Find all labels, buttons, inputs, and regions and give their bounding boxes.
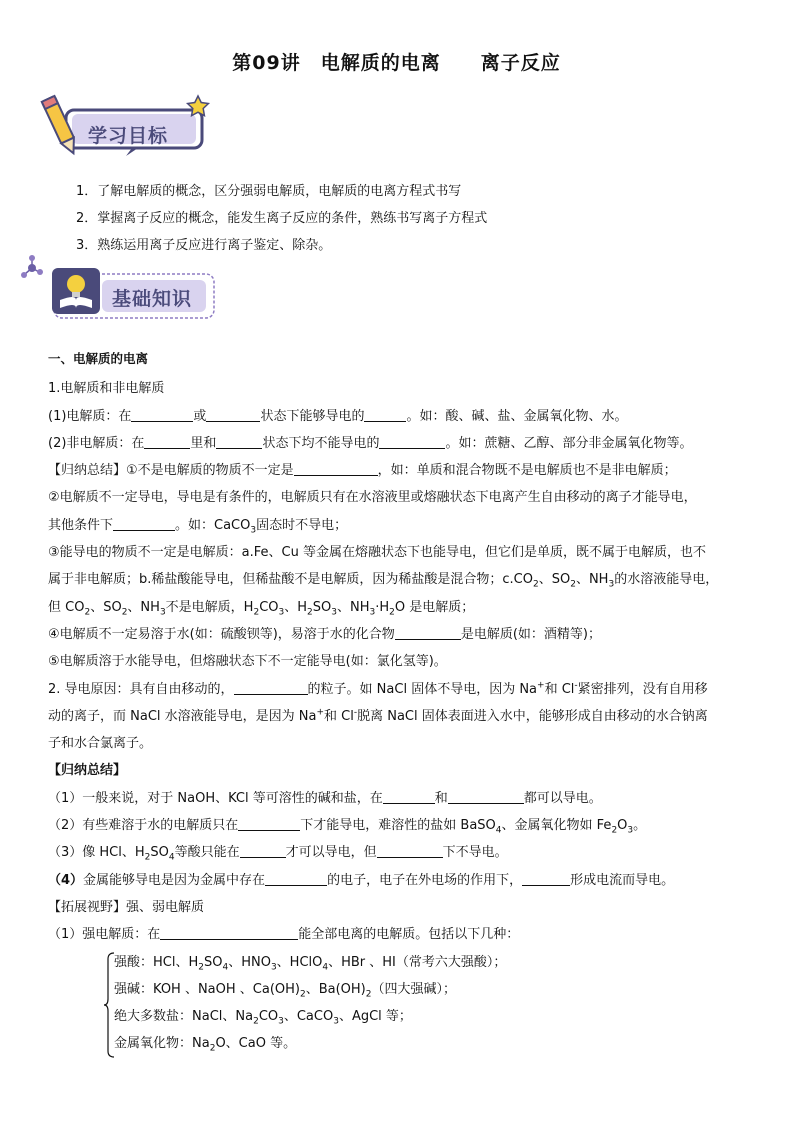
summary-note-5: ⑤电解质溶于水能导电，但熔融状态下不一定能导电(如：氯化氢等)。 <box>48 654 447 670</box>
objective-item: 2．掌握离子反应的概念，能发生离子反应的条件，熟练书写离子方程式 <box>76 211 488 226</box>
summary-note-3-cont2: 但 $CO_2$、$SO_2$、$NH_3$不是电解质，$H_2CO_3$、$H_2SO_3$、$NH_3\cdot H_2O$ 是电解质； <box>48 599 475 618</box>
fill-blank[interactable] <box>448 789 524 804</box>
fill-blank[interactable] <box>294 461 378 476</box>
page-title: 第09讲 电解质的电离 离子反应 <box>232 52 561 74</box>
fill-blank[interactable] <box>238 816 300 831</box>
definition-nonelectrolyte: (2)非电解质：在 里和 状态下均不能导电的 。如：蔗糖、乙醇、部分非金属氧化物等。 <box>48 435 693 451</box>
summary-item-3: （3）像 HCl、$H_2SO_4$等酸只能在 才可以导电，但 下不导电。 <box>48 845 508 863</box>
fill-blank[interactable] <box>131 407 193 422</box>
objectives-list <box>76 178 487 259</box>
subheading: 1.电解质和非电解质 <box>48 381 165 397</box>
section-electrolyte-ionization <box>48 345 760 1058</box>
summary-heading: 【归纳总结】 <box>48 763 127 779</box>
fill-blank[interactable] <box>265 871 327 886</box>
extension-heading: 【拓展视野】强、弱电解质 <box>48 899 205 915</box>
summary-item-2: （2）有些难溶于水的电解质只在 下才能导电，难溶性的盐如 BaSO$_4$、金属氧化物如 $Fe_2O_3$。 <box>48 818 647 836</box>
fill-blank[interactable] <box>206 407 260 422</box>
summary-note-3-cont: 属于非电解质；b.稀盐酸能导电，但稀盐酸不是电解质，因为稀盐酸是混合物；$c.CO_2$、$SO_2$、$NH_3$的水溶液能导电， <box>48 572 719 590</box>
definition-electrolyte: (1)电解质：在 或 状态下能够导电的 。如：酸、碱、盐、金属氧化物、水。 <box>48 408 628 424</box>
basics-banner <box>18 250 223 325</box>
summary-item-1: （1）一般来说，对于 NaOH、KCl 等可溶性的碱和盐，在 和 都可以导电。 <box>48 790 602 806</box>
basics-banner-label: 基础知识 <box>112 288 193 310</box>
goals-banner-label: 学习目标 <box>88 125 169 147</box>
most-salts: 绝大多数盐：NaCl、$Na_2CO_3$、CaCO$_3$、AgCl 等； <box>114 1009 412 1027</box>
summary-note-2-cont: 其他条件下 。如：CaCO$_3$固态时不导电； <box>48 517 348 536</box>
objective-item: 1．了解电解质的概念，区分强弱电解质，电解质的电离方程式书写 <box>76 184 462 199</box>
conduction-reason-cont: 动的离子，而 NaCl 水溶液能导电，是因为 Na+和 Cl-脱离 NaCl 固体表面进入水中，能够形成自由移动的水合钠离 <box>48 707 708 724</box>
conduction-reason-cont2: 子和水合氯离子。 <box>48 736 153 752</box>
summary-note-3: ③能导电的物质不一定是电解质：a.Fe、Cu 等金属在熔融状态下也能导电，但它们是单质，既不属于电解质，也不 <box>48 545 706 561</box>
fill-blank[interactable] <box>379 434 445 449</box>
brace-icon <box>104 951 116 1059</box>
summary-note-4: ④电解质不一定易溶于水(如：硫酸钡等)，易溶于水的化合物 是电解质(如：酒精等)； <box>48 626 601 642</box>
goals-banner <box>40 92 215 164</box>
strong-acids: 强酸：HCl、$H_2SO_4$、$HNO_3$、HClO$_4$、HBr 、HI（常考六大强酸）； <box>114 954 507 973</box>
conduction-reason: 2. 导电原因：具有自由移动的， 的粒子。如 NaCl 固体不导电，因为 Na+和 Cl-紧密排列，没有自用移 <box>48 680 708 697</box>
metal-oxides: 金属氧化物：$Na_2O$、CaO 等。 <box>114 1036 297 1055</box>
objective-item: 3．熟练运用离子反应进行离子鉴定、除杂。 <box>76 238 332 253</box>
fill-blank[interactable] <box>364 407 406 422</box>
summary-note-1: 【归纳总结】①不是电解质的物质不一定是 ，如：单质和混合物既不是电解质也不是非电解质； <box>48 463 677 479</box>
fill-blank[interactable] <box>113 516 175 531</box>
summary-note-2: ②电解质不一定导电，导电是有条件的，电解质只有在水溶液里或熔融状态下电离产生自由移动的离子才能导电， <box>48 490 697 506</box>
fill-blank[interactable] <box>383 789 435 804</box>
section-heading: 一、电解质的电离 <box>48 351 149 366</box>
strong-electrolyte-def: （1）强电解质：在 能全部电离的电解质。包括以下几种： <box>48 927 520 943</box>
fill-blank[interactable] <box>522 871 570 886</box>
fill-blank[interactable] <box>216 434 262 449</box>
fill-blank[interactable] <box>377 843 443 858</box>
molecule-icon <box>21 255 43 278</box>
fill-blank[interactable] <box>234 680 308 695</box>
fill-blank[interactable] <box>144 434 190 449</box>
summary-item-4: （4）金属能够导电是因为金属中存在 的电子，电子在外电场的作用下， 形成电流而导电。 <box>48 872 675 888</box>
fill-blank[interactable] <box>240 843 286 858</box>
fill-blank[interactable] <box>160 925 298 940</box>
strong-bases: 强碱：KOH 、NaOH 、$Ca(OH)_2$、$Ba(OH)_2$（四大强碱）； <box>114 981 457 1000</box>
strong-electrolyte-list <box>104 949 760 1058</box>
fill-blank[interactable] <box>395 625 461 640</box>
